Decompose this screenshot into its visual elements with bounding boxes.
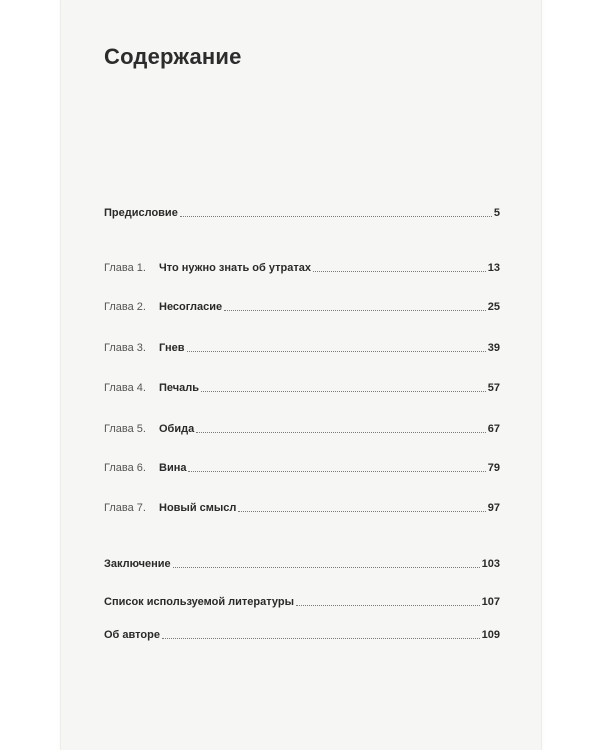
toc-entry-conclusion[interactable] — [104, 556, 500, 572]
dot-leader — [201, 390, 486, 392]
dot-leader — [296, 604, 480, 606]
toc-entry-bibliography[interactable] — [104, 594, 500, 610]
dot-leader — [196, 431, 486, 433]
toc-page-number: 103 — [481, 558, 500, 570]
toc-entry-chapter-1[interactable] — [104, 260, 500, 276]
toc-entry-chapter-3[interactable] — [104, 340, 500, 356]
toc-entry-about-author[interactable] — [104, 627, 500, 643]
book-page — [60, 0, 542, 750]
dot-leader — [187, 350, 486, 352]
toc-page-number: 79 — [487, 462, 500, 474]
toc-entry-title: Печаль — [159, 382, 200, 394]
chapter-number: Глава 4. — [104, 382, 146, 394]
chapter-number: Глава 2. — [104, 301, 146, 313]
toc-page-number: 67 — [487, 423, 500, 435]
toc-page-number: 25 — [487, 301, 500, 313]
toc-entry-chapter-7[interactable] — [104, 500, 500, 516]
toc-entry-title: Заключение — [104, 558, 171, 570]
dot-leader — [173, 566, 480, 568]
toc-entry-chapter-6[interactable] — [104, 460, 500, 476]
dot-leader — [238, 510, 485, 512]
toc-entry-title: Предисловие — [104, 207, 178, 219]
chapter-number: Глава 6. — [104, 462, 146, 474]
toc-entry-title: Несогласие — [159, 301, 223, 313]
chapter-number: Глава 1. — [104, 262, 146, 274]
chapter-number: Глава 5. — [104, 423, 146, 435]
dot-leader — [313, 270, 486, 272]
toc-entry-chapter-4[interactable] — [104, 380, 500, 396]
toc-entry-preface[interactable] — [104, 205, 500, 221]
toc-entry-chapter-2[interactable] — [104, 299, 500, 315]
toc-page-number: 39 — [487, 342, 500, 354]
dot-leader — [188, 470, 485, 472]
table-of-contents — [104, 0, 500, 750]
toc-page-number: 107 — [481, 596, 500, 608]
page-title: Содержание — [104, 44, 242, 69]
toc-entry-title: Гнев — [159, 342, 185, 354]
dot-leader — [224, 309, 486, 311]
dot-leader — [180, 215, 492, 217]
toc-entry-title: Вина — [159, 462, 187, 474]
chapter-number: Глава 7. — [104, 502, 146, 514]
toc-page-number: 13 — [487, 262, 500, 274]
toc-entry-title: Список используемой литературы — [104, 596, 294, 608]
toc-page-number: 109 — [481, 629, 500, 641]
dot-leader — [162, 637, 480, 639]
toc-entry-title: Об авторе — [104, 629, 160, 641]
toc-page-number: 97 — [487, 502, 500, 514]
toc-entry-title: Обида — [159, 423, 195, 435]
chapter-number: Глава 3. — [104, 342, 146, 354]
toc-entry-title: Что нужно знать об утратах — [159, 262, 311, 274]
toc-entry-chapter-5[interactable] — [104, 421, 500, 437]
toc-page-number: 5 — [493, 207, 500, 219]
toc-page-number: 57 — [487, 382, 500, 394]
toc-entry-title: Новый смысл — [159, 502, 237, 514]
